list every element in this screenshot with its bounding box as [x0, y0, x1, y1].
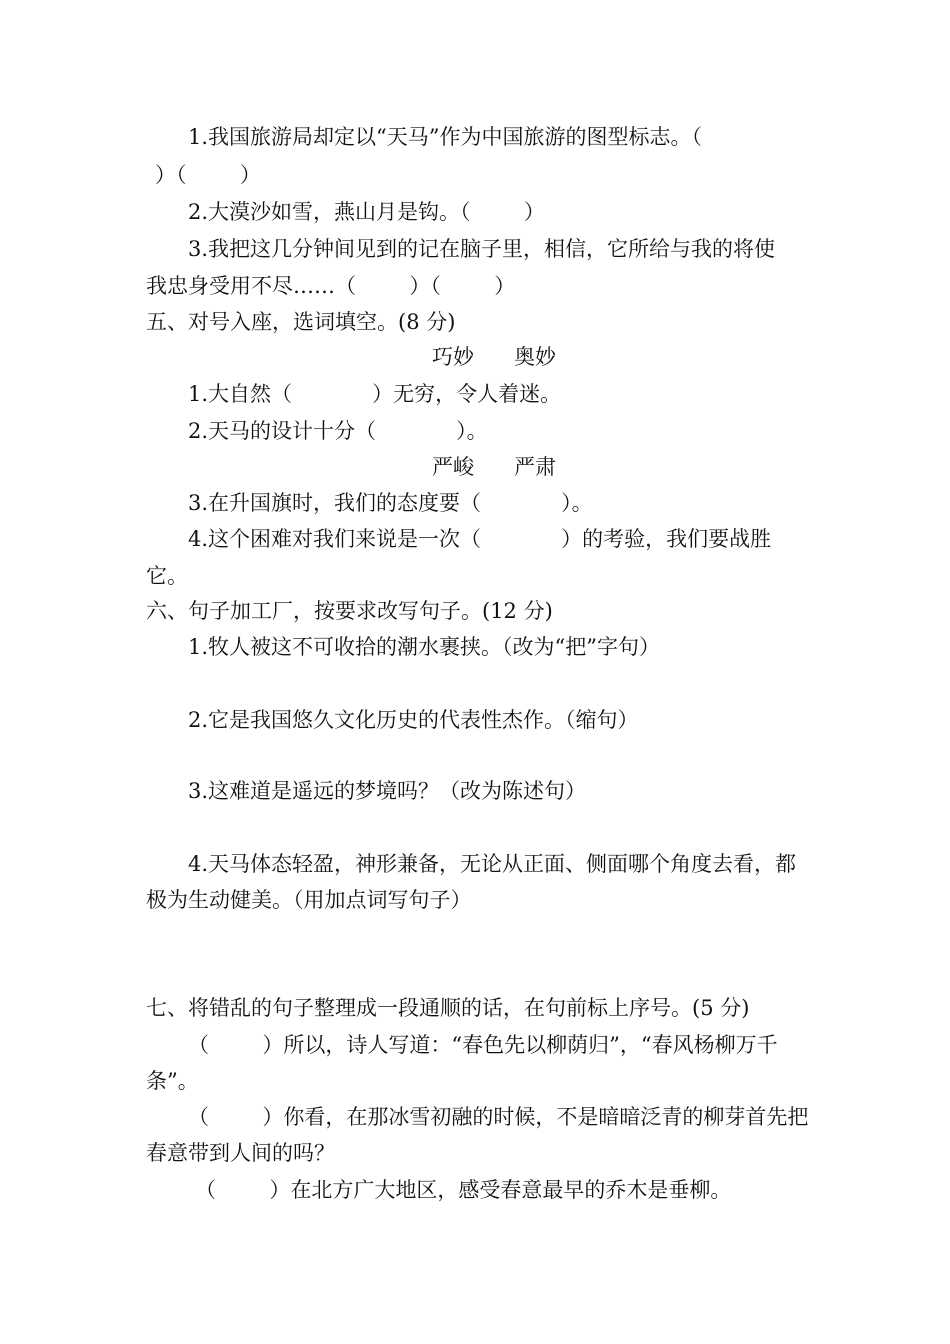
- section6-heading: 六、句子加工厂，按要求改写句子。(12 分): [146, 599, 553, 623]
- section7-sentence2-line2: 春意带到人间的吗？: [146, 1141, 335, 1165]
- section6-item4-line1: 4.天马体态轻盈，神形兼备，无论从正面、侧面哪个角度去看，都: [188, 852, 797, 876]
- section7-heading: 七、将错乱的句子整理成一段通顺的话，在句前标上序号。(5 分): [146, 996, 750, 1020]
- section5-item2: 2.天马的设计十分（ ）。: [188, 419, 488, 443]
- section4-item1-line2: ）（ ）: [155, 163, 261, 187]
- section6-item4-line2: 极为生动健美。（用加点词写句子）: [146, 888, 472, 912]
- section5-item4-line1: 4.这个困难对我们来说是一次（ ）的考验，我们要战胜: [188, 527, 772, 551]
- section5-item1: 1.大自然（ ）无穷，令人着迷。: [188, 382, 562, 406]
- section4-item2: 2.大漠沙如雪，燕山月是钩。（ ）: [188, 200, 545, 224]
- section6-item1: 1.牧人被这不可收拾的潮水裹挟。（改为“把”字句）: [188, 635, 661, 659]
- section4-item3-line2: 我忠身受用不尽……（ ）（ ）: [146, 274, 516, 298]
- section5-item3: 3.在升国旗时，我们的态度要（ ）。: [188, 491, 593, 515]
- section5-heading: 五、对号入座，选词填空。(8 分): [146, 310, 456, 334]
- section5-item4-line2: 它。: [146, 564, 188, 588]
- section7-sentence1-line2: 条”。: [146, 1069, 199, 1093]
- section7-sentence3: （ ）在北方广大地区，感受春意最早的乔木是垂柳。: [195, 1178, 732, 1202]
- section6-item2: 2.它是我国悠久文化历史的代表性杰作。（缩句）: [188, 708, 639, 732]
- section4-item1-line1: 1.我国旅游局却定以“天马”作为中国旅游的图型标志。（: [188, 125, 703, 149]
- section5-word-group1: 巧妙 奥妙: [432, 345, 557, 369]
- section7-sentence2-line1: （ ）你看，在那冰雪初融的时候，不是暗暗泛青的柳芽首先把: [188, 1105, 809, 1129]
- section4-item3-line1: 3.我把这几分钟间见到的记在脑子里，相信，它所给与我的将使: [188, 237, 776, 261]
- section5-word-group2: 严峻 严肃: [432, 455, 557, 479]
- section7-sentence1-line1: （ ）所以，诗人写道：“春色先以柳荫归”，“春风杨柳万千: [188, 1033, 778, 1057]
- section6-item3: 3.这难道是遥远的梦境吗？（改为陈述句）: [188, 779, 587, 803]
